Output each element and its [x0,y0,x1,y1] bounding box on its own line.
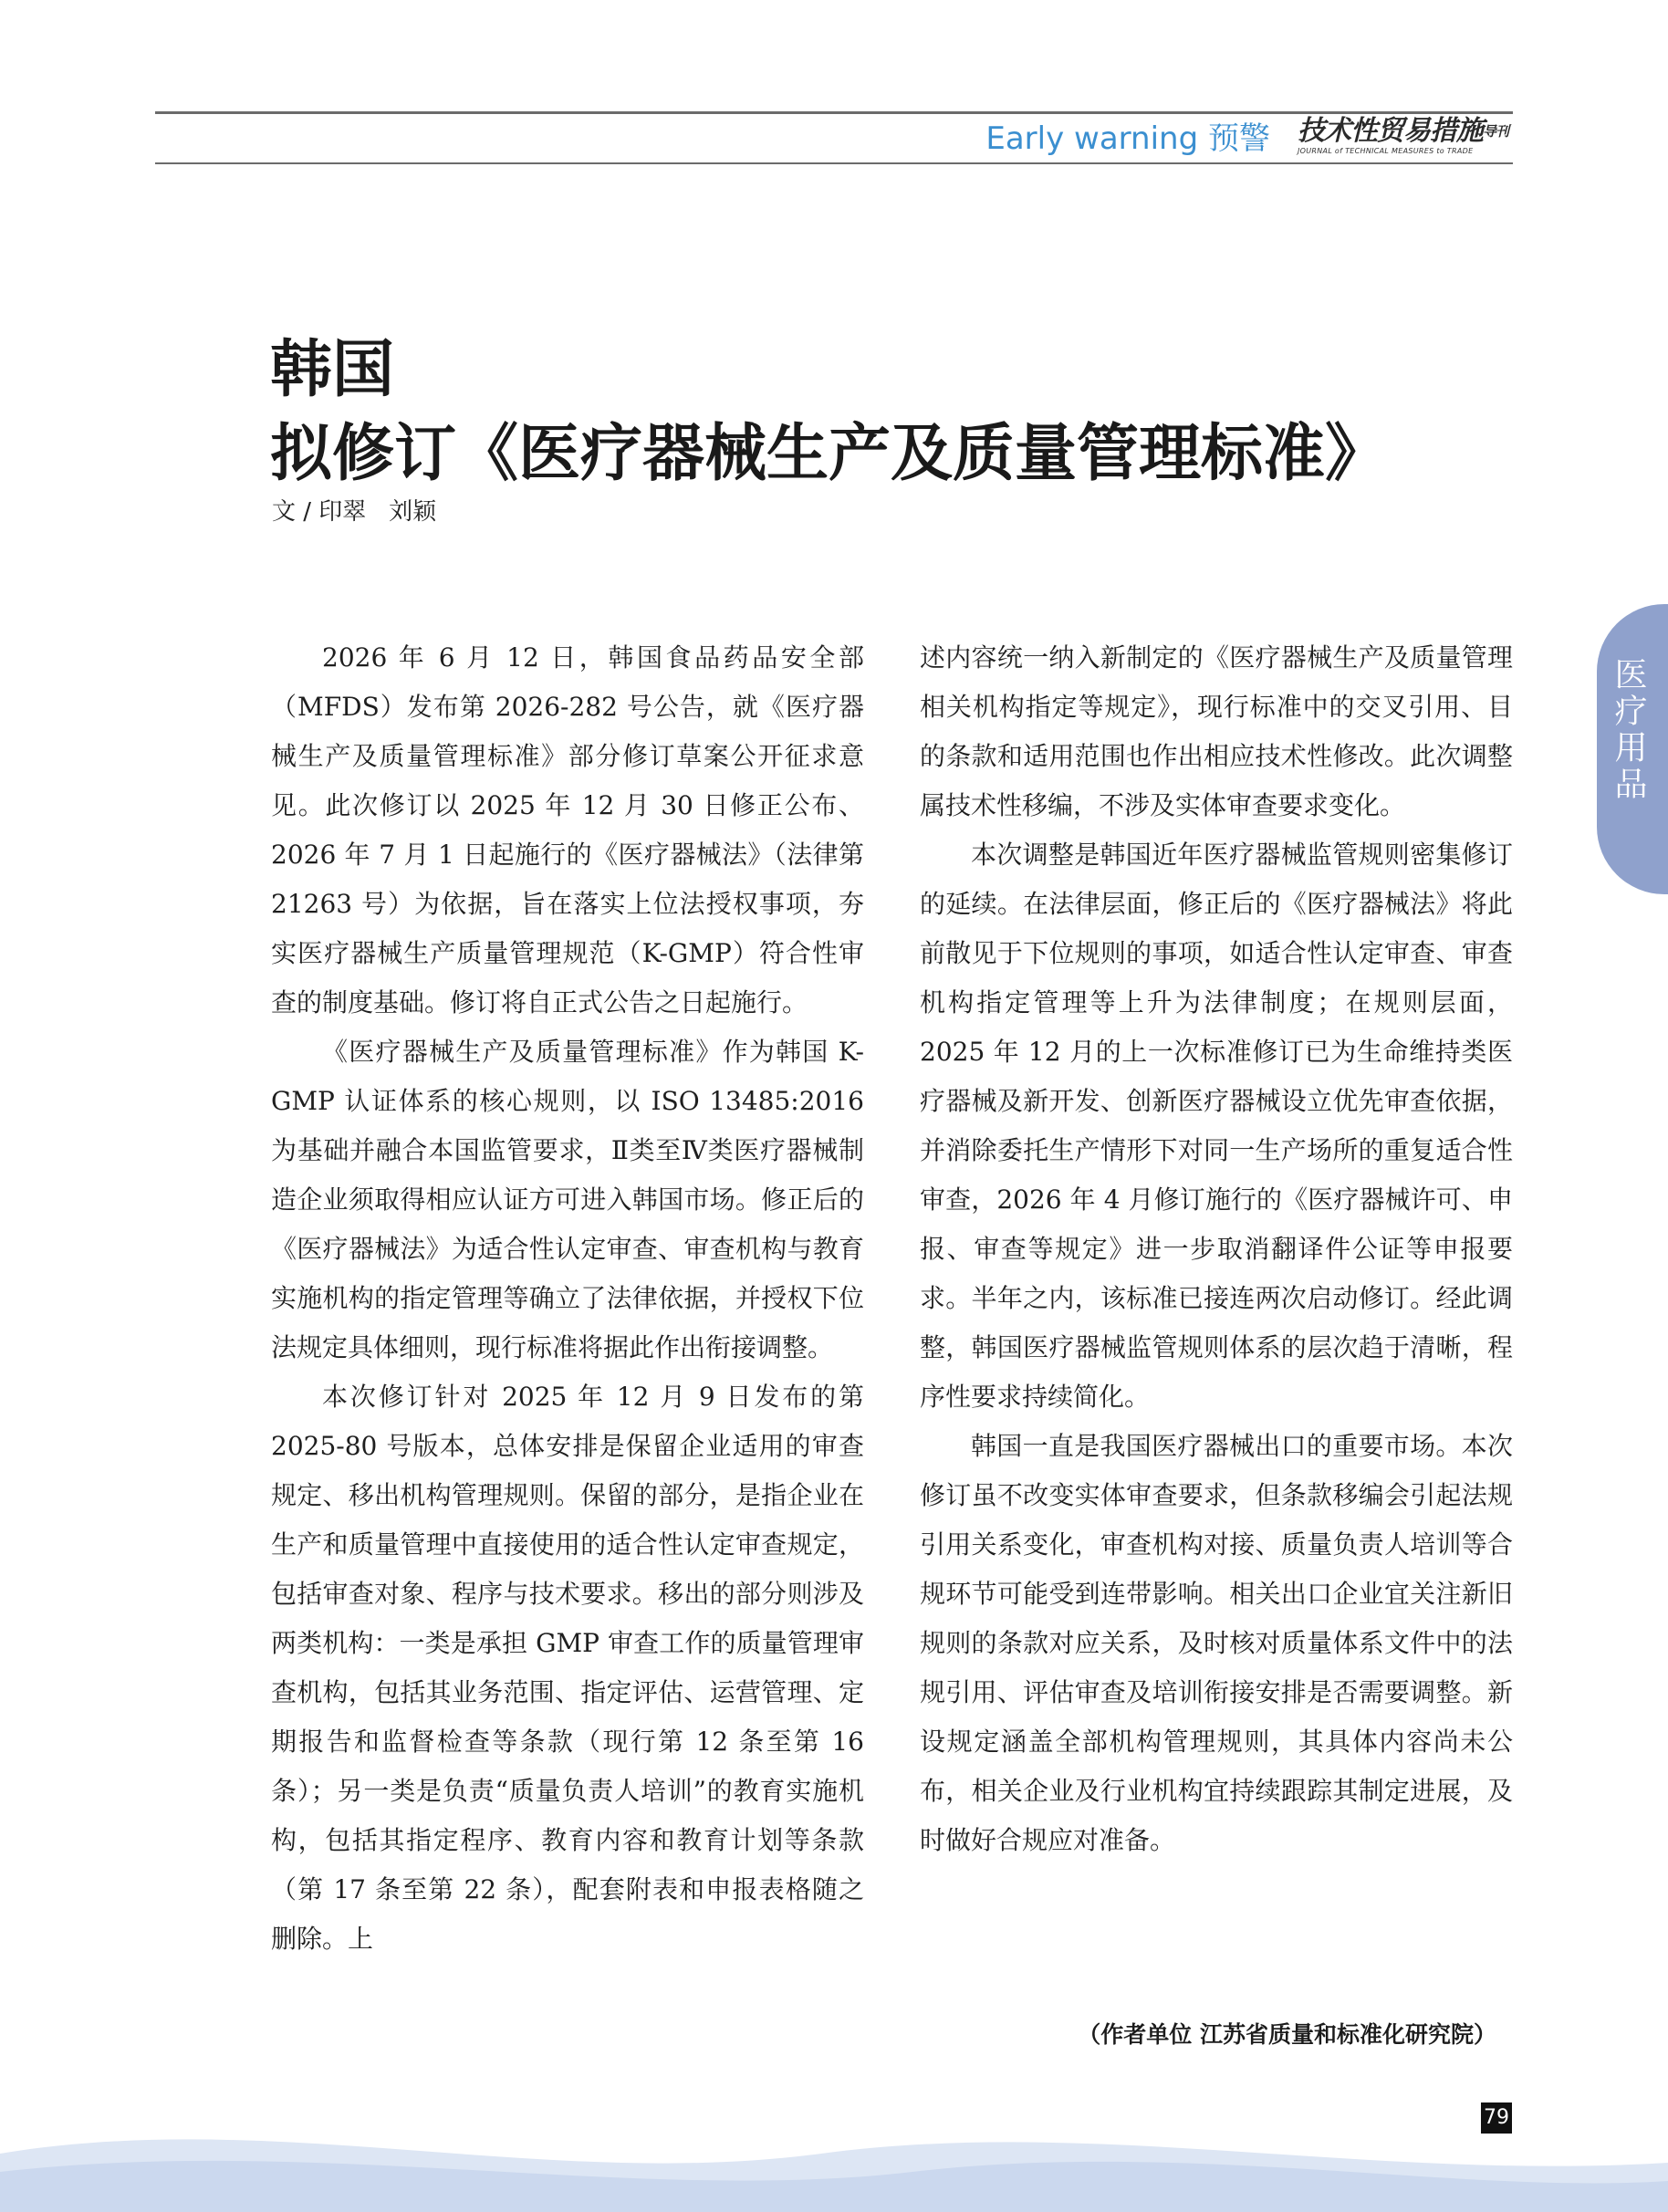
side-tab-label: 医疗用品 [1610,657,1647,803]
header-rule-bottom [155,162,1513,164]
paragraph: 本次修订针对 2025 年 12 月 9 日发布的第 2025-80 号版本，总体安排是保留企业适用的审查规定、移出机构管理规则。保留的部分，是指企业在生产和质量管理中直接使用的适合性认定审查规定，包括审查对象、程序与技术要求。移出的部分则涉及两类机构：一类是承担 GMP 审查工作的质量管理审查机构，包括其业务范围、指定评估、运营管理、定期报告和监督检查等条款（现行第 12 条至第 16 条）；另一类是负责“质量负责人培训”的教育实施机构，包括其指定程序、教育内容和教育计划等条款（第 17 条至第 22 条），配套附表和申报表格随之删除。上 [271,1382,864,1954]
section-label-cn: 预警 [1208,120,1270,157]
paragraph: 韩国一直是我国医疗器械出口的重要市场。本次修订虽不改变实体审查要求，但条款移编会引起法规引用关系变化，审查机构对接、质量负责人培训等合规环节可能受到连带影响。相关出口企业宜关注新旧规则的条款对应关系，及时核对质量体系文件中的法规引用、评估审查及培训衔接安排是否需要调整。新设规定涵盖全部机构管理规则，其具体内容尚未公布，相关企业及行业机构宜持续跟踪其制定进展，及时做好合规应对准备。 [920,1431,1513,1855]
paragraph-continuation: 述内容统一纳入新制定的《医疗器械生产及质量管理相关机构指定等规定》，现行标准中的交叉引用、目的条款和适用范围也作出相应技术性修改。此次调整属技术性移编，不涉及实体审查要求变化。 [920,642,1513,820]
footer-wave-decoration [0,2099,1668,2212]
article-title [270,329,1456,496]
title-line-2: 拟修订《医疗器械生产及质量管理标准》 [270,418,1388,490]
journal-logo [1298,117,1513,161]
left-column [271,633,864,1964]
journal-suffix: 导刊 [1483,123,1509,140]
paragraph: 2026 年 6 月 12 日，韩国食品药品安全部（MFDS）发布第 2026-282 号公告，就《医疗器械生产及质量管理标准》部分修订草案公开征求意见。此次修订以 2025 年 12 月 30 日修正公布、2026 年 7 月 1 日起施行的《医疗器械法》（法律第 21263 号）为依据，旨在落实上位法授权事项，夯实医疗器械生产质量管理规范（K-GMP）符合性审查的制度基础。修订将自正式公告之日起施行。 [271,642,864,1017]
right-column [920,633,1513,1865]
header-section-label [985,119,1270,159]
header-rule-top [155,111,1513,114]
page-number: 79 [1481,2102,1512,2134]
byline: 文 / 印翠 刘颖 [272,498,437,526]
journal-name: 技术性贸易措施 [1298,115,1483,147]
title-line-1: 韩国 [270,334,395,406]
section-label-en: Early warning [985,120,1199,157]
paragraph: 《医疗器械生产及质量管理标准》作为韩国 K-GMP 认证体系的核心规则，以 ISO 13485:2016 为基础并融合本国监管要求，Ⅱ类至Ⅳ类医疗器械制造企业须取得相应认证方可进入韩国市场。修正后的《医疗器械法》为适合性认定审查、审查机构与教育实施机构的指定管理等确立了法律依据，并授权下位法规定具体细则，现行标准将据此作出衔接调整。 [271,1037,864,1362]
author-affiliation: （作者单位 江苏省质量和标准化研究院） [1078,2021,1496,2048]
paragraph: 本次调整是韩国近年医疗器械监管规则密集修订的延续。在法律层面，修正后的《医疗器械法》将此前散见于下位规则的事项，如适合性认定审查、审查机构指定管理等上升为法律制度；在规则层面，2025 年 12 月的上一次标准修订已为生命维持类医疗器械及新开发、创新医疗器械设立优先审查依据，并消除委托生产情形下对同一生产场所的重复适合性审查，2026 年 4 月修订施行的《医疗器械许可、申报、审查等规定》进一步取消翻译件公证等申报要求。半年之内，该标准已接连两次启动修订。经此调整，韩国医疗器械监管规则体系的层次趋于清晰，程序性要求持续简化。 [920,840,1513,1412]
journal-name-en: JOURNAL of TECHNICAL MEASURES to TRADE [1298,147,1474,155]
